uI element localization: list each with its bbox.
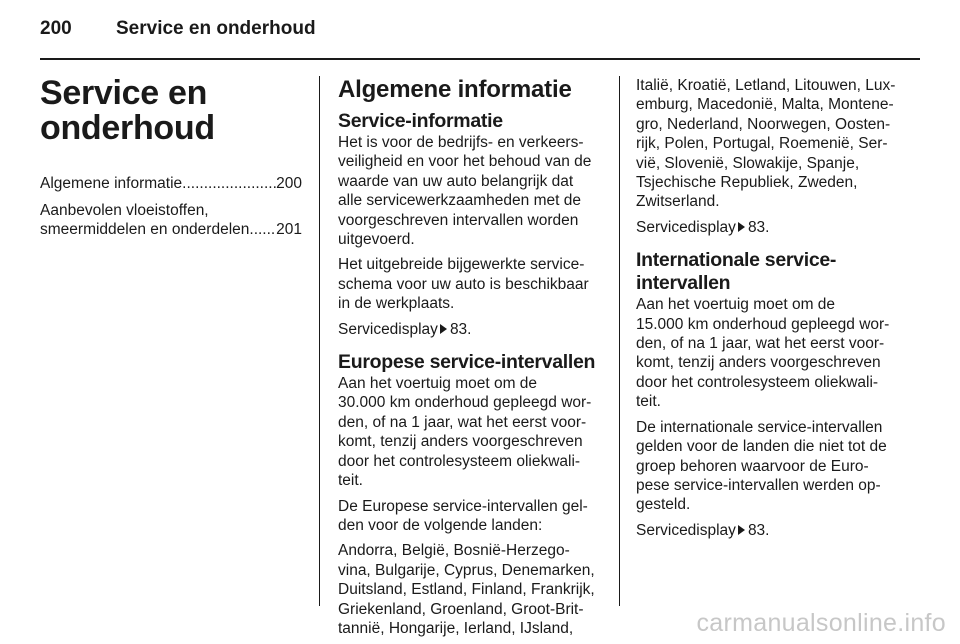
chapter-column [40, 76, 302, 247]
site-watermark: carmanualsonline.info [696, 609, 946, 637]
content-column-2 [338, 76, 604, 644]
content-column-3 [636, 76, 906, 546]
chapter-title [40, 76, 302, 146]
column-divider-1 [319, 76, 320, 606]
toc-leader-dots [249, 220, 276, 239]
cross-reference-arrow-icon [738, 525, 745, 535]
subsection-title-service-info: Service-informatie [338, 110, 503, 132]
subsection-title-european: Europese service-intervallen [338, 351, 596, 374]
toc-entry-text: Algemene informatie [40, 175, 183, 192]
paragraph: Aan het voertuig moet om de 15.000 km onderhoud gepleegd wor- den, of na 1 jaar, wat het eerst voor- komt, tenzij anders voorgeschreven door het controlesysteem oliekwali- teit. [636, 296, 890, 411]
subsection-title-international: Internationale service-intervallen [636, 249, 837, 295]
section-title: Algemene informatie [338, 76, 572, 103]
page-number: 200 [40, 18, 72, 39]
paragraph: Andorra, België, Bosnië-Herzego- vina, Bulgarije, Cyprus, Denemarken, Duitsland, Estland, Finland, Frankrijk, Griekenland, Groenland, Groot-Brit- tannië, Hongarije, Ierland, IJsland, [338, 542, 595, 637]
header-rule [40, 58, 920, 60]
toc-entry-text: Aanbevolen vloeistoffen, [40, 202, 209, 219]
paragraph: Het uitgebreide bijgewerkte service- schema voor uw auto is beschikbaar in de werkplaats. [338, 256, 589, 313]
toc-entry-general-info[interactable] [40, 174, 302, 193]
paragraph: Aan het voertuig moet om de 30.000 km onderhoud gepleegd wor- den, of na 1 jaar, wat het eerst voor- komt, tenzij anders voorgeschreven door het controlesysteem oliekwali- teit. [338, 375, 592, 490]
cross-reference[interactable]: Servicedisplay 83. [338, 320, 472, 338]
cross-reference[interactable]: Servicedisplay 83. [636, 521, 770, 539]
paragraph: Het is voor de bedrijfs- en verkeers- veiligheid en voor het behoud van de waarde van uw auto belangrijk dat alle servicewerkzaamheden met de voorgeschreven intervallen worden uitgevoerd. [338, 134, 592, 249]
paragraph: De Europese service-intervallen gel- den voor de volgende landen: [338, 497, 588, 534]
toc-entry-text: smeermiddelen en onderdelen [40, 221, 250, 238]
paragraph: Italië, Kroatië, Letland, Litouwen, Lux- emburg, Macedonië, Malta, Montene- gro, Nederland, Noorwegen, Oosten- rijk, Polen, Portugal, Roemenië, Ser- vië, Slovenië, Slowakije, Spanje, Tsjechische Republiek, Zweden, Zwitserland. [636, 77, 896, 211]
cross-reference-arrow-icon [738, 222, 745, 232]
toc-leader-dots [182, 174, 276, 193]
running-header-title: Service en onderhoud [116, 18, 316, 39]
column-divider-2 [619, 76, 620, 606]
chapter-title-line: Service en [40, 74, 208, 112]
toc-entry-fluids[interactable] [40, 201, 302, 239]
chapter-title-line: onderhoud [40, 109, 215, 147]
paragraph: De internationale service-intervallen gelden voor de landen die niet tot de groep behoren waarvoor de Euro- pese service-intervallen werden op- gesteld. [636, 418, 887, 514]
toc-entry-page: 201 [276, 221, 302, 238]
toc-entry-page: 200 [276, 175, 302, 192]
cross-reference[interactable]: Servicedisplay 83. [636, 218, 770, 236]
cross-reference-arrow-icon [440, 324, 447, 334]
